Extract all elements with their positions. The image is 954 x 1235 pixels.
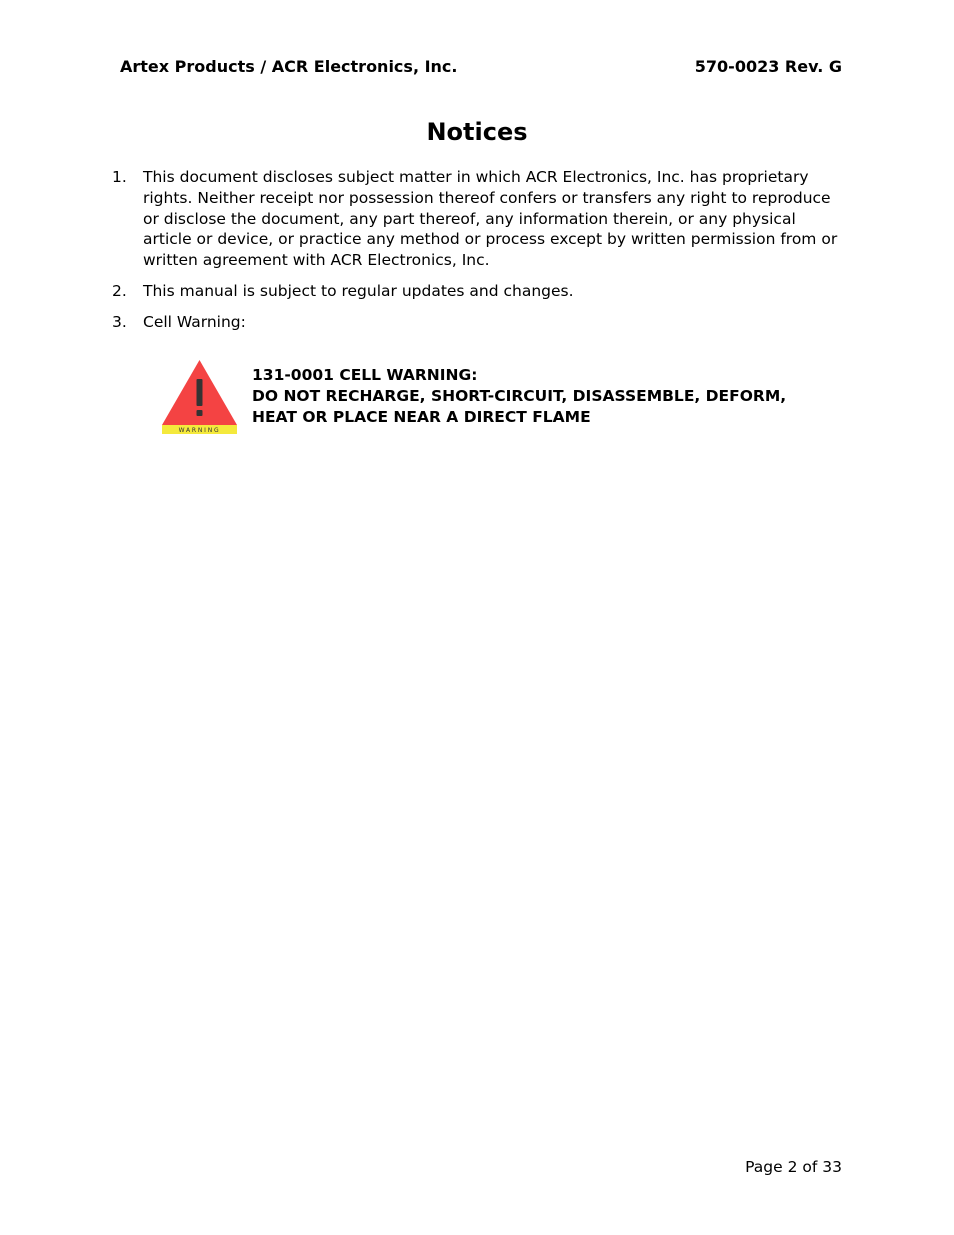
warning-line: HEAT OR PLACE NEAR A DIRECT FLAME bbox=[252, 407, 591, 426]
list-item bbox=[112, 167, 847, 271]
notice-list bbox=[112, 167, 847, 333]
list-item-number: 2. bbox=[112, 281, 127, 300]
header-company: Artex Products / ACR Electronics, Inc. bbox=[120, 57, 458, 76]
list-item bbox=[112, 281, 847, 302]
list-item-text: This manual is subject to regular updates and changes. bbox=[143, 281, 574, 300]
warning-line: 131-0001 CELL WARNING: bbox=[252, 366, 478, 384]
list-item bbox=[112, 312, 847, 333]
list-item-text: Cell Warning: bbox=[143, 312, 246, 331]
page-title: Notices bbox=[426, 118, 528, 146]
list-item-text: This document discloses subject matter in which ACR Electronics, Inc. has proprietary rights. Neither receipt nor possession thereof confers or transfers any right to reproduce or disclose the document, any part thereof, any information therein, or any physical article or device, or practice any method or process except by written permission from or written agreement with ACR Electronics, Inc. bbox=[143, 168, 838, 270]
warning-icon-label: WARNING bbox=[178, 427, 221, 434]
warning-triangle-icon bbox=[162, 359, 237, 434]
list-item-number: 1. bbox=[112, 168, 127, 186]
list-item-number: 3. bbox=[112, 312, 127, 331]
page-number: Page 2 of 33 bbox=[745, 1158, 842, 1176]
cell-warning-text bbox=[252, 365, 852, 427]
warning-line: DO NOT RECHARGE, SHORT-CIRCUIT, DISASSEMBLE, DEFORM, bbox=[252, 386, 787, 405]
header-doc-number: 570-0023 Rev. G bbox=[694, 57, 842, 76]
